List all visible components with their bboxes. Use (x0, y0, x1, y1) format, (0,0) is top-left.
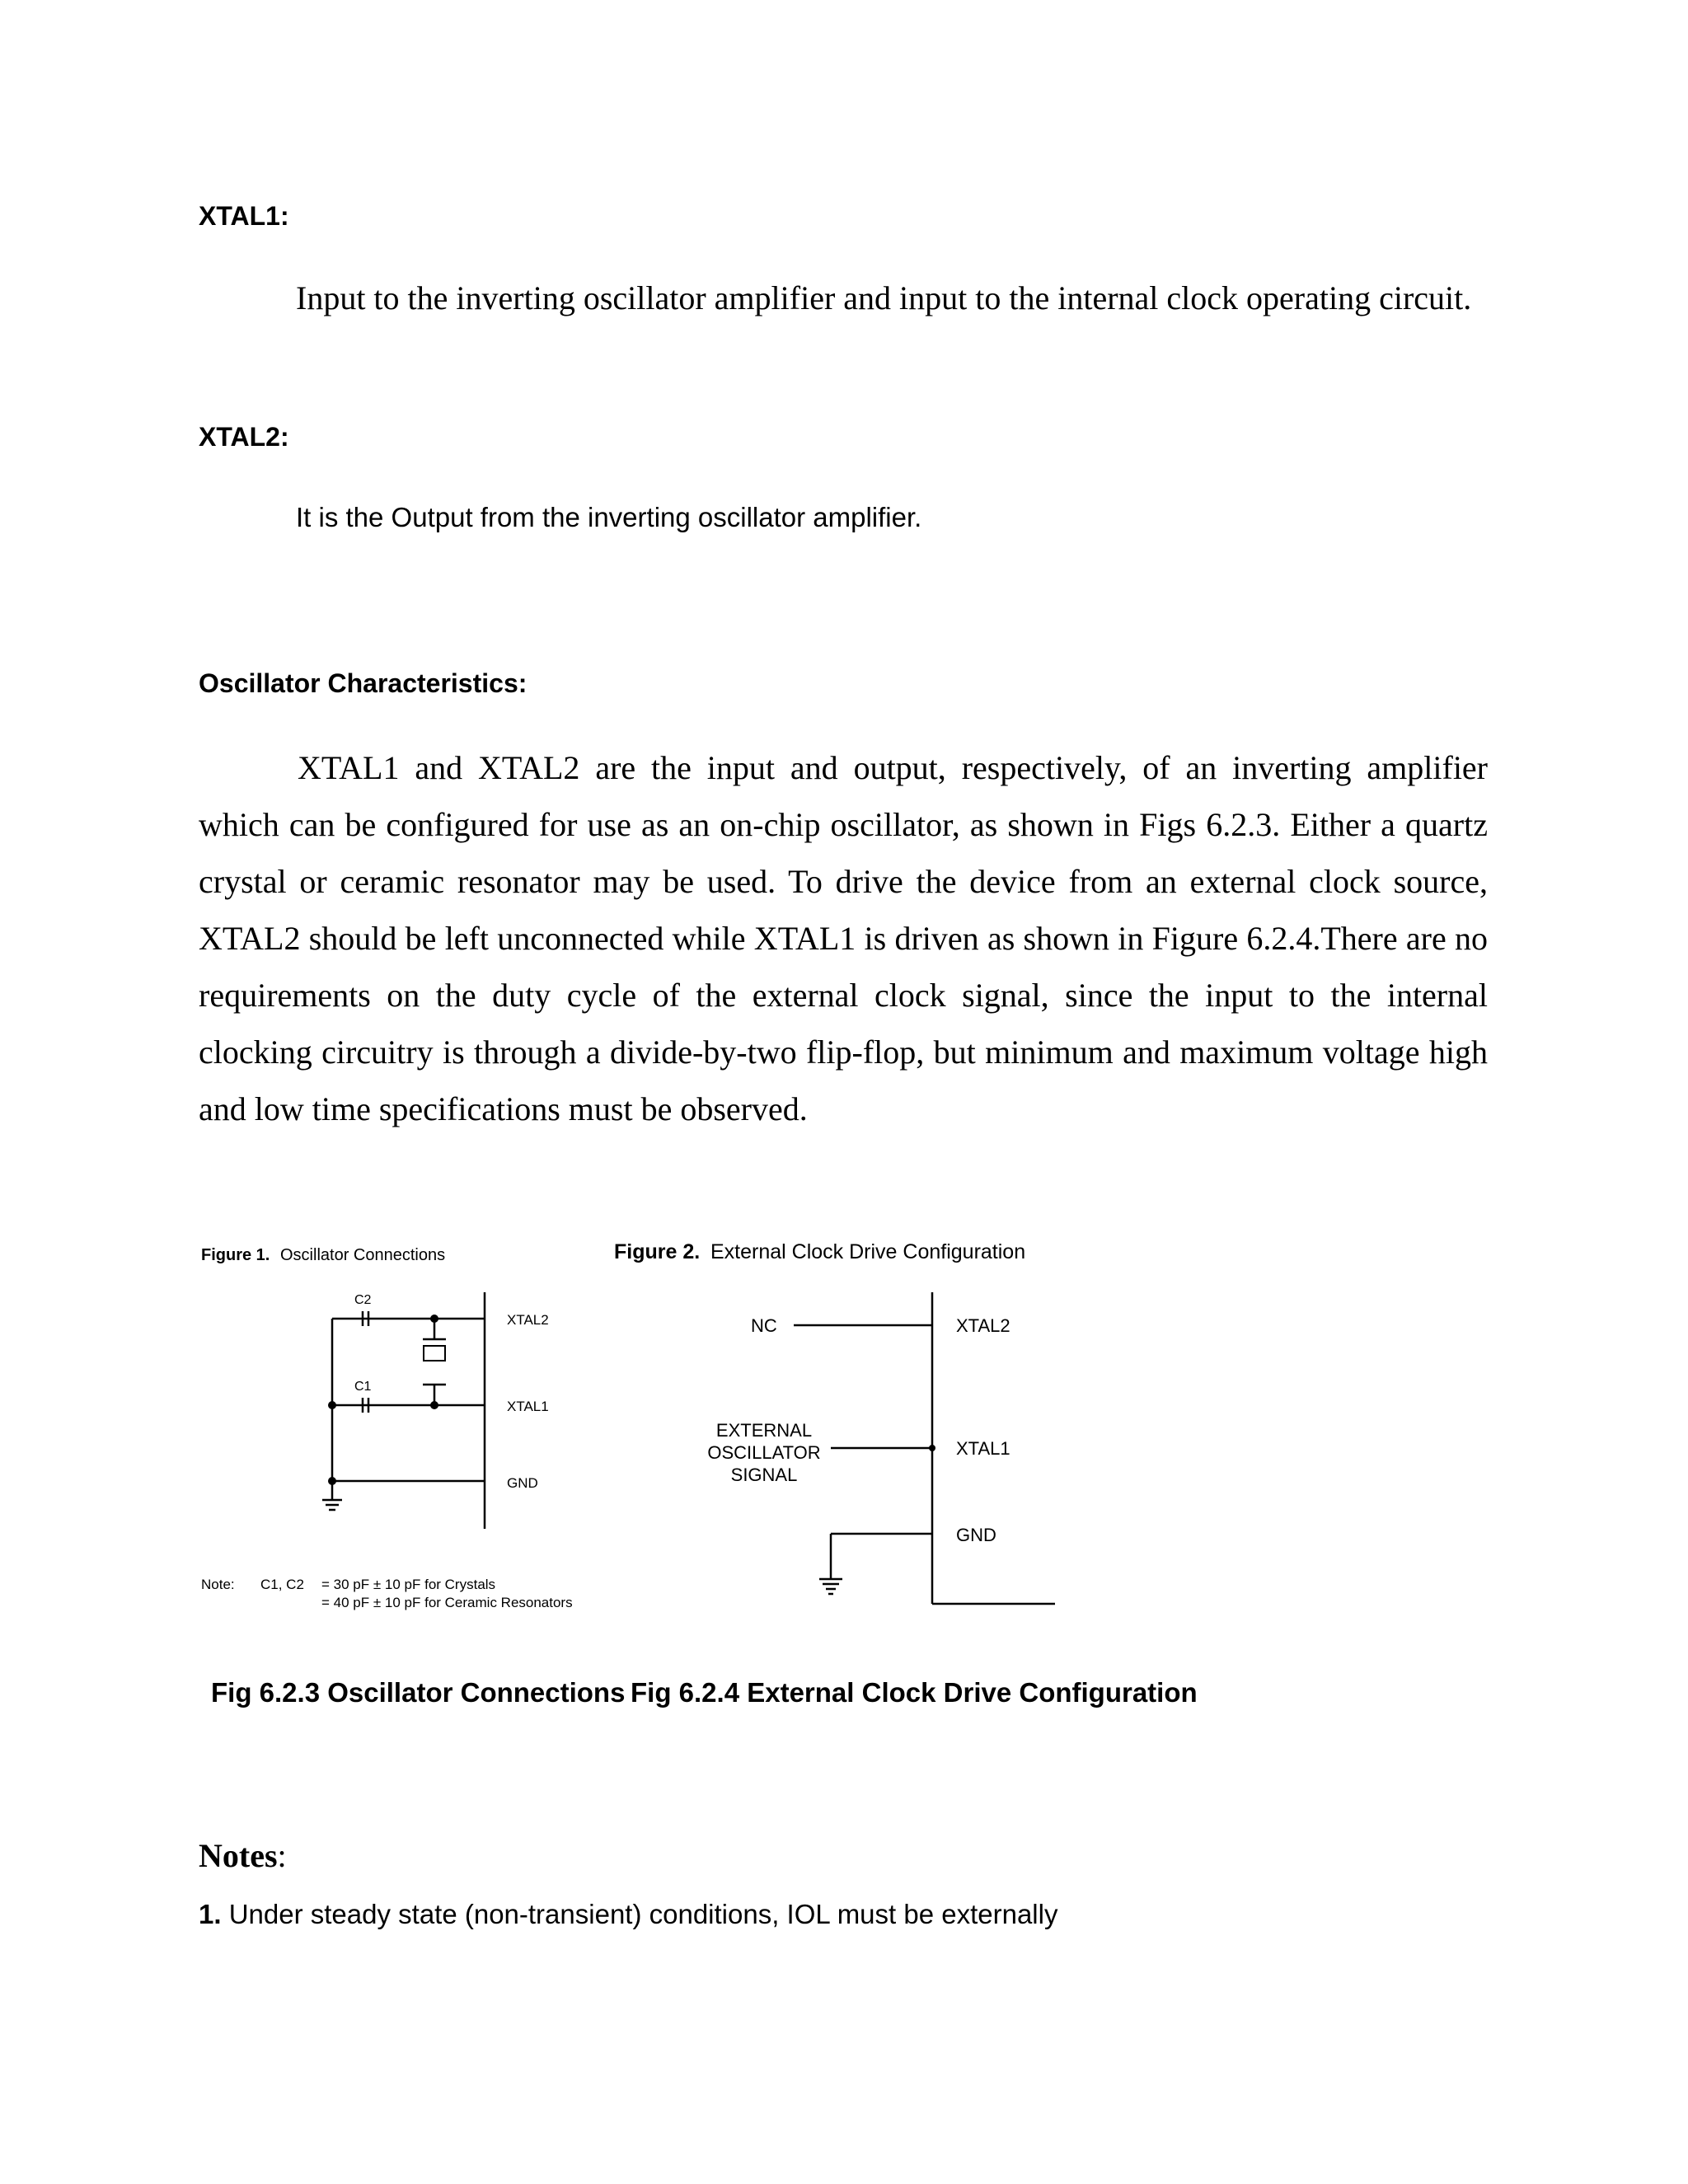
figure1-c2-label: C2 (354, 1293, 372, 1307)
figure2-circuit (794, 1292, 1055, 1604)
figure1-note-parts: C1, C2 (260, 1577, 304, 1592)
caption-fig-6-2-3: Fig 6.2.3 Oscillator Connections (211, 1677, 626, 1708)
notes-item-1-text: Under steady state (non-transient) conditions, IOL must be externally (221, 1899, 1058, 1929)
figure2-nc-label: NC (751, 1315, 777, 1336)
figure1-xtal2-label: XTAL2 (507, 1312, 549, 1328)
notes-item-1-number: 1. (199, 1899, 222, 1929)
xtal2-heading: XTAL2: (199, 422, 289, 452)
notes-heading: Notes (199, 1837, 278, 1874)
figure1-circuit (322, 1292, 485, 1529)
notes-colon: : (277, 1837, 287, 1874)
oscillator-paragraph: XTAL1 and XTAL2 are the input and output, respectively, of an inverting amplifier which can be configured for use as an on-chip oscillator, as shown in Figs 6.2.3. Either a quartz crystal or ceramic resonator may be used. To drive the device from an external clock source, XTAL2 should be left unconnected while XTAL1 is driven as shown in Figure 6.2.4.There are no requirements on the duty cycle of the external clock signal, since the input to the internal clocking circuitry is through a divide-by-two flip-flop, but minimum and maximum voltage high and low time specifications must be observed. (199, 749, 1488, 1127)
figure2-oscillator-label: OSCILLATOR (707, 1442, 821, 1463)
figure1-note-line1: = 30 pF ± 10 pF for Crystals (321, 1577, 496, 1592)
figure2-signal-label: SIGNAL (730, 1465, 798, 1485)
figure2-external-clock-drive (606, 1228, 1067, 1615)
xtal2-description: It is the Output from the inverting oscillator amplifier. (296, 502, 922, 532)
oscillator-heading: Oscillator Characteristics: (199, 668, 528, 698)
figure1-label: Figure 1. (201, 1246, 270, 1264)
xtal1-description: Input to the inverting oscillator amplifier and input to the internal clock operating circuit. (296, 279, 1472, 316)
notes-item-1 (199, 1899, 1057, 1930)
figure1-c1-label: C1 (354, 1380, 372, 1394)
figure1-xtal1-label: XTAL1 (507, 1399, 549, 1414)
figure1-gnd-label: GND (507, 1475, 538, 1491)
figure1-note-label: Note: (201, 1577, 235, 1592)
caption-fig-6-2-4: Fig 6.2.4 External Clock Drive Configuration (631, 1677, 1198, 1708)
figure1-note-line2: = 40 pF ± 10 pF for Ceramic Resonators (321, 1595, 573, 1610)
figure2-gnd-label: GND (956, 1525, 996, 1545)
figure2-xtal2-label: XTAL2 (956, 1315, 1010, 1336)
figure2-external-label: EXTERNAL (715, 1420, 813, 1441)
figure1-oscillator-connections (194, 1228, 622, 1615)
notes-heading-line (199, 1836, 287, 1875)
figure2-title: External Clock Drive Configuration (710, 1240, 1026, 1263)
figure2-xtal1-label: XTAL1 (956, 1438, 1010, 1459)
figure1-title: Oscillator Connections (280, 1246, 446, 1264)
figure2-label: Figure 2. (614, 1240, 701, 1263)
xtal1-heading: XTAL1: (199, 201, 289, 231)
